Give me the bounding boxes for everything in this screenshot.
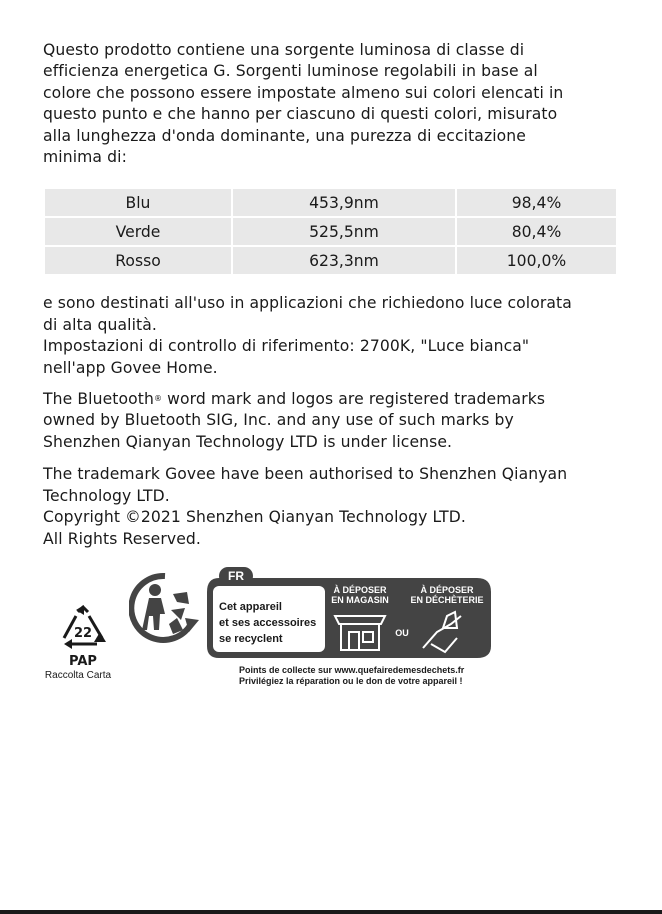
- text-line: questo punto e che hanno per ciascuno di questi colori, misurato: [43, 105, 558, 124]
- text-line: e sono destinati all'uso in applicazioni che richiedono luce colorata: [43, 294, 572, 313]
- text-line: Copyright ©2021 Shenzhen Qianyan Technology LTD.: [43, 508, 466, 527]
- country-badge: FR: [228, 569, 244, 583]
- text-line: Questo prodotto contiene una sorgente luminosa di classe di: [43, 41, 525, 59]
- text-line: Technology LTD.: [43, 486, 170, 505]
- table-row: [44, 188, 617, 217]
- recycling-code: 22: [73, 626, 93, 641]
- device-text-line: et ses accessoires: [219, 617, 317, 629]
- text-line: The trademark Govee have been authorised to Shenzhen Qianyan: [43, 465, 568, 484]
- table-row: [44, 246, 617, 275]
- info-footer-line: Privilégiez la réparation ou le don de votre appareil !: [239, 676, 463, 686]
- text-line: colore che possono essere impostate almeno sui colori elencati in: [43, 83, 564, 102]
- bluetooth-paragraph: [43, 389, 633, 453]
- table-cell-purity: 80,4%: [456, 217, 617, 246]
- table-cell-purity: 100,0%: [456, 246, 617, 275]
- info-footer-line: Points de collecte sur www.quefairedemesdechets.fr: [239, 665, 465, 675]
- text-fragment: word mark and logos are registered trademarks: [162, 390, 546, 409]
- table-row: [44, 217, 617, 246]
- or-text: OU: [395, 628, 409, 638]
- text-line: nell'app Govee Home.: [43, 358, 218, 377]
- info-footer: [239, 665, 495, 687]
- table-cell-purity: 98,4%: [456, 188, 617, 217]
- usage-paragraph: [43, 293, 633, 379]
- recycling-triangle-icon: [56, 604, 110, 652]
- text-fragment: The Bluetooth: [43, 390, 154, 409]
- energy-class-paragraph: [43, 40, 633, 168]
- device-text-line: Cet appareil: [219, 601, 282, 613]
- color-purity-table: [43, 187, 618, 276]
- text-line: efficienza energetica G. Sorgenti luminose regolabili in base al: [43, 62, 538, 81]
- registered-mark: ®: [153, 394, 163, 404]
- triman-icon: [129, 572, 201, 644]
- logos-row: [0, 560, 662, 690]
- text-line: alla lunghezza d'onda dominante, una purezza di eccitazione: [43, 126, 526, 145]
- table-cell-color: Verde: [44, 217, 232, 246]
- option1-line: À DÉPOSER: [333, 585, 387, 595]
- material-code: PAP: [69, 654, 97, 669]
- option2-line: EN DÉCHÈTERIE: [410, 595, 484, 605]
- bottom-rule: [0, 910, 662, 914]
- trademark-paragraph: [43, 464, 633, 550]
- text-line: di alta qualità.: [43, 315, 157, 334]
- option2-line: À DÉPOSER: [420, 585, 474, 595]
- table-cell-wavelength: 453,9nm: [232, 188, 456, 217]
- option1-line: EN MAGASIN: [331, 595, 389, 605]
- text-line: All Rights Reserved.: [43, 529, 201, 548]
- text-line: Shenzhen Qianyan Technology LTD is under license.: [43, 432, 453, 451]
- document-body: [43, 40, 633, 550]
- text-line: owned by Bluetooth SIG, Inc. and any use of such marks by: [43, 411, 514, 430]
- triman-logo: [129, 572, 201, 648]
- paper-recycling-mark: [44, 604, 118, 681]
- info-tri-graphic: [205, 566, 495, 658]
- table-cell-color: Blu: [44, 188, 232, 217]
- text-line: Impostazioni di controllo di riferimento: 2700K, "Luce bianca": [43, 337, 530, 356]
- text-line: [43, 389, 633, 410]
- text-line: minima di:: [43, 148, 127, 167]
- table-cell-wavelength: 525,5nm: [232, 217, 456, 246]
- table-cell-wavelength: 623,3nm: [232, 246, 456, 275]
- info-tri-mark: [205, 566, 495, 687]
- device-text-line: se recyclent: [219, 633, 283, 645]
- table-cell-color: Rosso: [44, 246, 232, 275]
- recycling-caption: Raccolta Carta: [44, 670, 112, 681]
